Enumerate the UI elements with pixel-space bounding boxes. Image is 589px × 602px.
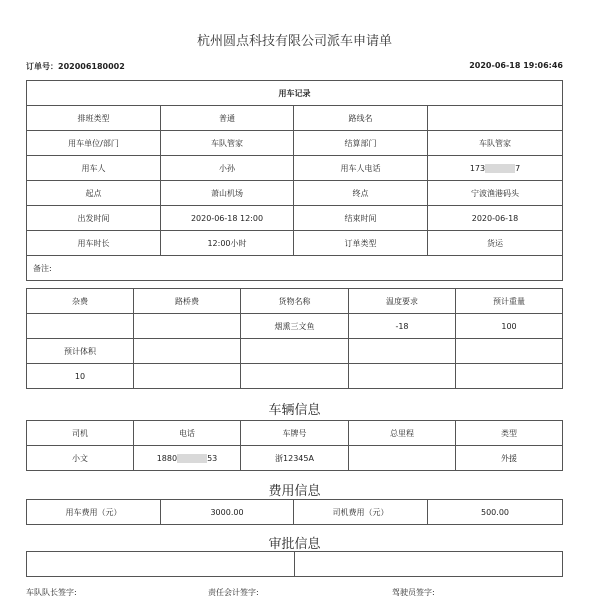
cell-label: 用车人电话: [294, 156, 428, 181]
table-row: [27, 364, 563, 389]
column-header: 预计重量: [456, 289, 563, 314]
vehicle-section-title: 车辆信息: [268, 403, 321, 418]
column-header: 总里程: [349, 421, 456, 446]
table-row: [27, 446, 563, 471]
page-title: 杭州圆点科技有限公司派车申请单: [196, 34, 392, 49]
driver-signature-label: 驾驶员签字:: [392, 588, 435, 597]
column-header: 类型: [456, 421, 563, 446]
driver-phone: [134, 446, 241, 471]
column-header: 路桥费: [134, 289, 241, 314]
cell-value: [134, 314, 241, 339]
cell-label: 终点: [294, 181, 428, 206]
table-row: [27, 106, 563, 131]
goods-table: [26, 288, 563, 389]
table-row: [27, 339, 563, 364]
phone-prefix: 1880: [156, 453, 178, 463]
record-table: [26, 80, 563, 281]
captain-signature-label: 车队队长签字:: [26, 588, 77, 597]
approval-section-title: 审批信息: [268, 537, 321, 552]
cell-label: 排班类型: [27, 106, 161, 131]
cell-label: 出发时间: [27, 206, 161, 231]
table-row: [27, 206, 563, 231]
table-row: [27, 552, 563, 577]
table-row: [27, 181, 563, 206]
remark-label: 备注:: [27, 256, 563, 281]
column-header: 杂费: [27, 289, 134, 314]
approval-table: [26, 551, 563, 577]
cell-value: 货运: [428, 231, 563, 256]
cell-label: 路线名: [294, 106, 428, 131]
cell-value: 萧山机场: [161, 181, 294, 206]
cell-value: 普通: [161, 106, 294, 131]
order-datetime: 2020-06-18 19:06:46: [469, 61, 563, 70]
cell-value: -18: [349, 314, 456, 339]
cell-value: 12:00小时: [161, 231, 294, 256]
phone-prefix: 173: [469, 163, 486, 173]
cell-value: 烟熏三文鱼: [241, 314, 349, 339]
plate-number: 浙12345A: [241, 446, 349, 471]
column-header: 电话: [134, 421, 241, 446]
table-row: [27, 314, 563, 339]
table-row: [27, 500, 563, 525]
cell-value: 100: [456, 314, 563, 339]
phone-suffix: 7: [515, 163, 521, 173]
record-title: 用车记录: [27, 81, 563, 106]
cell-label: 司机费用（元）: [294, 500, 428, 525]
cell-value: 2020-06-18 12:00: [161, 206, 294, 231]
mileage: [349, 446, 456, 471]
cell-label: 用车费用（元）: [27, 500, 161, 525]
cell-label: 起点: [27, 181, 161, 206]
cell-label: 订单类型: [294, 231, 428, 256]
cell-value: [428, 156, 563, 181]
column-header: 车牌号: [241, 421, 349, 446]
cell-label: 结束时间: [294, 206, 428, 231]
cell-value: [428, 106, 563, 131]
table-row: [27, 231, 563, 256]
cell-label: 用车单位/部门: [27, 131, 161, 156]
table-row: [27, 131, 563, 156]
cell-label: 用车时长: [27, 231, 161, 256]
vehicle-table: [26, 420, 563, 471]
table-row: [27, 421, 563, 446]
cell-value: 2020-06-18: [428, 206, 563, 231]
cell-value: 车队管家: [428, 131, 563, 156]
cost-section-title: 费用信息: [268, 484, 321, 499]
cell-value: [27, 314, 134, 339]
cell-value: 500.00: [428, 500, 563, 525]
column-header: 货物名称: [241, 289, 349, 314]
cell-label: 结算部门: [294, 131, 428, 156]
phone-suffix: 53: [207, 453, 218, 463]
order-number: 订单号：202006180002: [26, 62, 125, 71]
column-header: 司机: [27, 421, 134, 446]
redaction-mask: [485, 164, 515, 173]
cost-table: [26, 499, 563, 525]
table-row: [27, 289, 563, 314]
column-header: 温度要求: [349, 289, 456, 314]
cell-value: 车队管家: [161, 131, 294, 156]
driver-name: 小文: [27, 446, 134, 471]
cell-value: 10: [27, 364, 134, 389]
accountant-signature-label: 责任会计签字:: [208, 588, 259, 597]
cell-label: 用车人: [27, 156, 161, 181]
column-header: 预计体积: [27, 339, 134, 364]
vehicle-type: 外援: [456, 446, 563, 471]
table-row: [27, 156, 563, 181]
cell-value: 小孙: [161, 156, 294, 181]
cell-value: 宁波渔港码头: [428, 181, 563, 206]
cell-value: 3000.00: [161, 500, 294, 525]
redaction-mask: [177, 454, 207, 463]
